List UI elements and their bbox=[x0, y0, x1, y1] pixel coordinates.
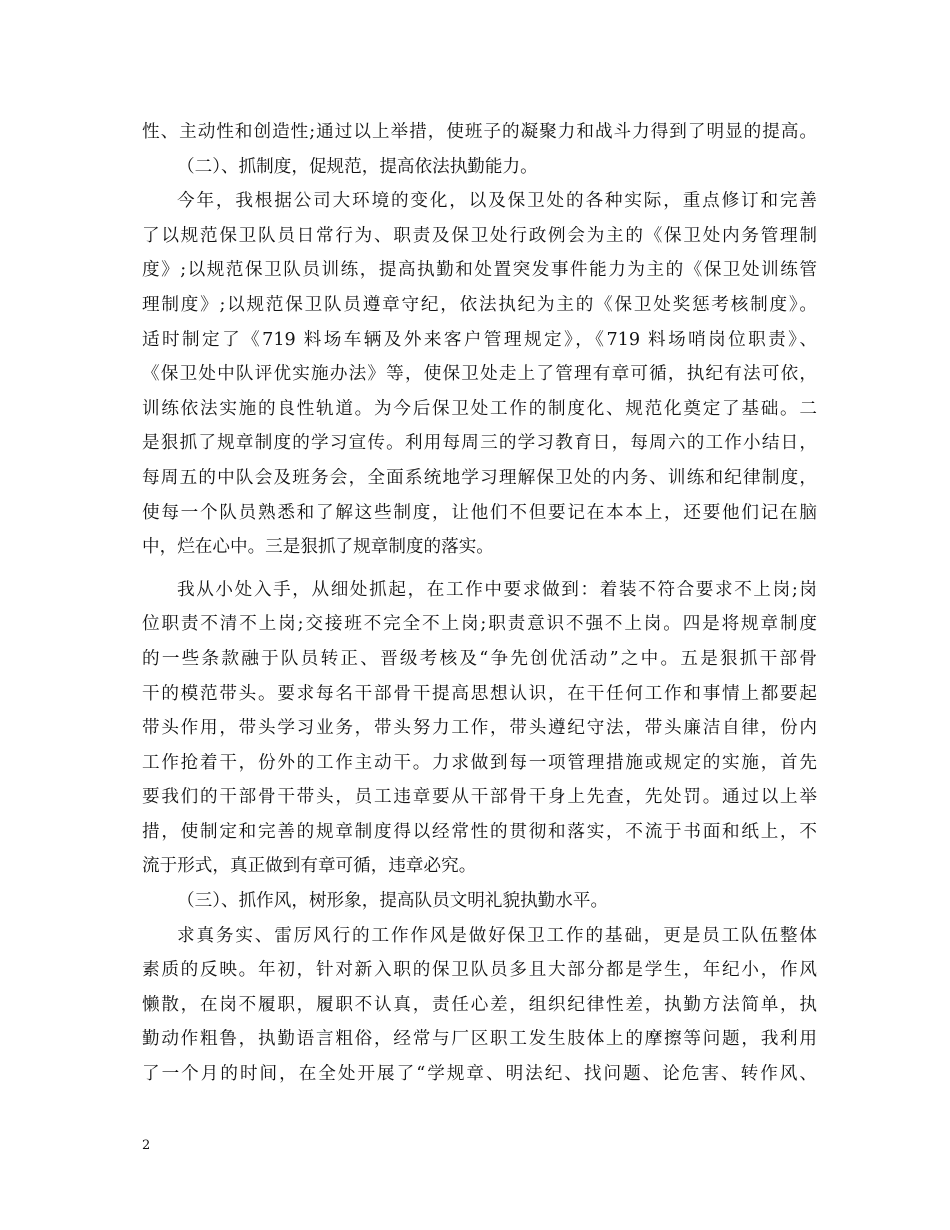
text-line-27: 勤动作粗鲁，执勤语言粗俗，经常与厂区职工发生肢体上的摩擦等问题，我利用 bbox=[142, 1029, 817, 1050]
text-line-14: 我从小处入手，从细处抓起，在工作中要求做到：着装不符合要求不上岗;岗 bbox=[177, 579, 817, 600]
text-line-6: 理制度》;以规范保卫队员遵章守纪，依法执纪为主的《保卫处奖惩考核制度》。 bbox=[142, 294, 817, 315]
text-line-8: 《保卫处中队评优实施办法》等，使保卫处走上了管理有章可循，执纪有法可依， bbox=[142, 364, 817, 385]
text-line-25: 素质的反映。年初，针对新入职的保卫队员多且大部分都是学生，年纪小，作风 bbox=[142, 960, 817, 981]
text-line-26: 懒散，在岗不履职，履职不认真，责任心差，组织纪律性差，执勤方法简单，执 bbox=[142, 994, 817, 1015]
text-line-9: 训练依法实施的良性轨道。为今后保卫处工作的制度化、规范化奠定了基础。二 bbox=[142, 398, 817, 419]
text-line-20: 要我们的干部骨干带头，员工违章要从干部骨干身上先查，先处罚。通过以上举 bbox=[142, 787, 817, 808]
text-line-10: 是狠抓了规章制度的学习宣传。利用每周三的学习教育日，每周六的工作小结日， bbox=[142, 433, 817, 454]
section-heading-2: （二）、抓制度，促规范，提高依法执勤能力。 bbox=[177, 156, 538, 177]
text-line-1: 性、主动性和创造性;通过以上举措，使班子的凝聚力和战斗力得到了明显的提高。 bbox=[142, 122, 817, 142]
text-line-19: 工作抢着干，份外的工作主动干。力求做到每一项管理措施或规定的实施，首先 bbox=[142, 752, 817, 773]
text-line-11: 每周五的中队会及班务会，全面系统地学习理解保卫处的内务、训练和纪律制度， bbox=[142, 467, 817, 488]
text-line-18: 带头作用，带头学习业务，带头努力工作，带头遵纪守法，带头廉洁自律，份内 bbox=[142, 718, 817, 739]
text-line-21: 措，使制定和完善的规章制度得以经常性的贯彻和落实，不流于书面和纸上，不 bbox=[142, 821, 817, 842]
text-line-5: 度》;以规范保卫队员训练，提高执勤和处置突发事件能力为主的《保卫处训练管 bbox=[142, 260, 817, 281]
page-number: 2 bbox=[142, 1138, 151, 1153]
text-line-16: 的一些条款融于队员转正、晋级考核及“争先创优活动”之中。五是狠抓干部骨 bbox=[142, 648, 817, 669]
text-line-17: 干的模范带头。要求每名干部骨干提高思想认识，在干任何工作和事情上都要起 bbox=[142, 683, 817, 704]
text-line-3: 今年，我根据公司大环境的变化，以及保卫处的各种实际，重点修订和完善 bbox=[177, 191, 817, 212]
text-line-28: 了一个月的时间，在全处开展了“学规章、明法纪、找问题、论危害、转作风、 bbox=[142, 1064, 817, 1085]
text-line-22: 流于形式，真正做到有章可循，违章必究。 bbox=[142, 856, 477, 877]
text-line-12: 使每一个队员熟悉和了解这些制度，让他们不但要记在本本上，还要他们记在脑 bbox=[142, 502, 817, 523]
text-line-4: 了以规范保卫队员日常行为、职责及保卫处行政例会为主的《保卫处内务管理制 bbox=[142, 225, 817, 246]
text-line-7: 适时制定了《719 料场车辆及外来客户管理规定》，《719 料场哨岗位职责》、 bbox=[142, 329, 817, 350]
section-heading-3: （三）、抓作风，树形象，提高队员文明礼貌执勤水平。 bbox=[177, 891, 609, 912]
text-line-13: 中，烂在心中。三是狠抓了规章制度的落实。 bbox=[142, 537, 494, 558]
text-line-24: 求真务实、雷厉风行的工作作风是做好保卫工作的基础，更是员工队伍整体 bbox=[177, 925, 817, 946]
body-text bbox=[142, 115, 817, 1092]
paragraph-gap bbox=[142, 565, 817, 573]
text-line-15: 位职责不清不上岗;交接班不完全不上岗;职责意识不强不上岗。四是将规章制度 bbox=[142, 614, 817, 635]
